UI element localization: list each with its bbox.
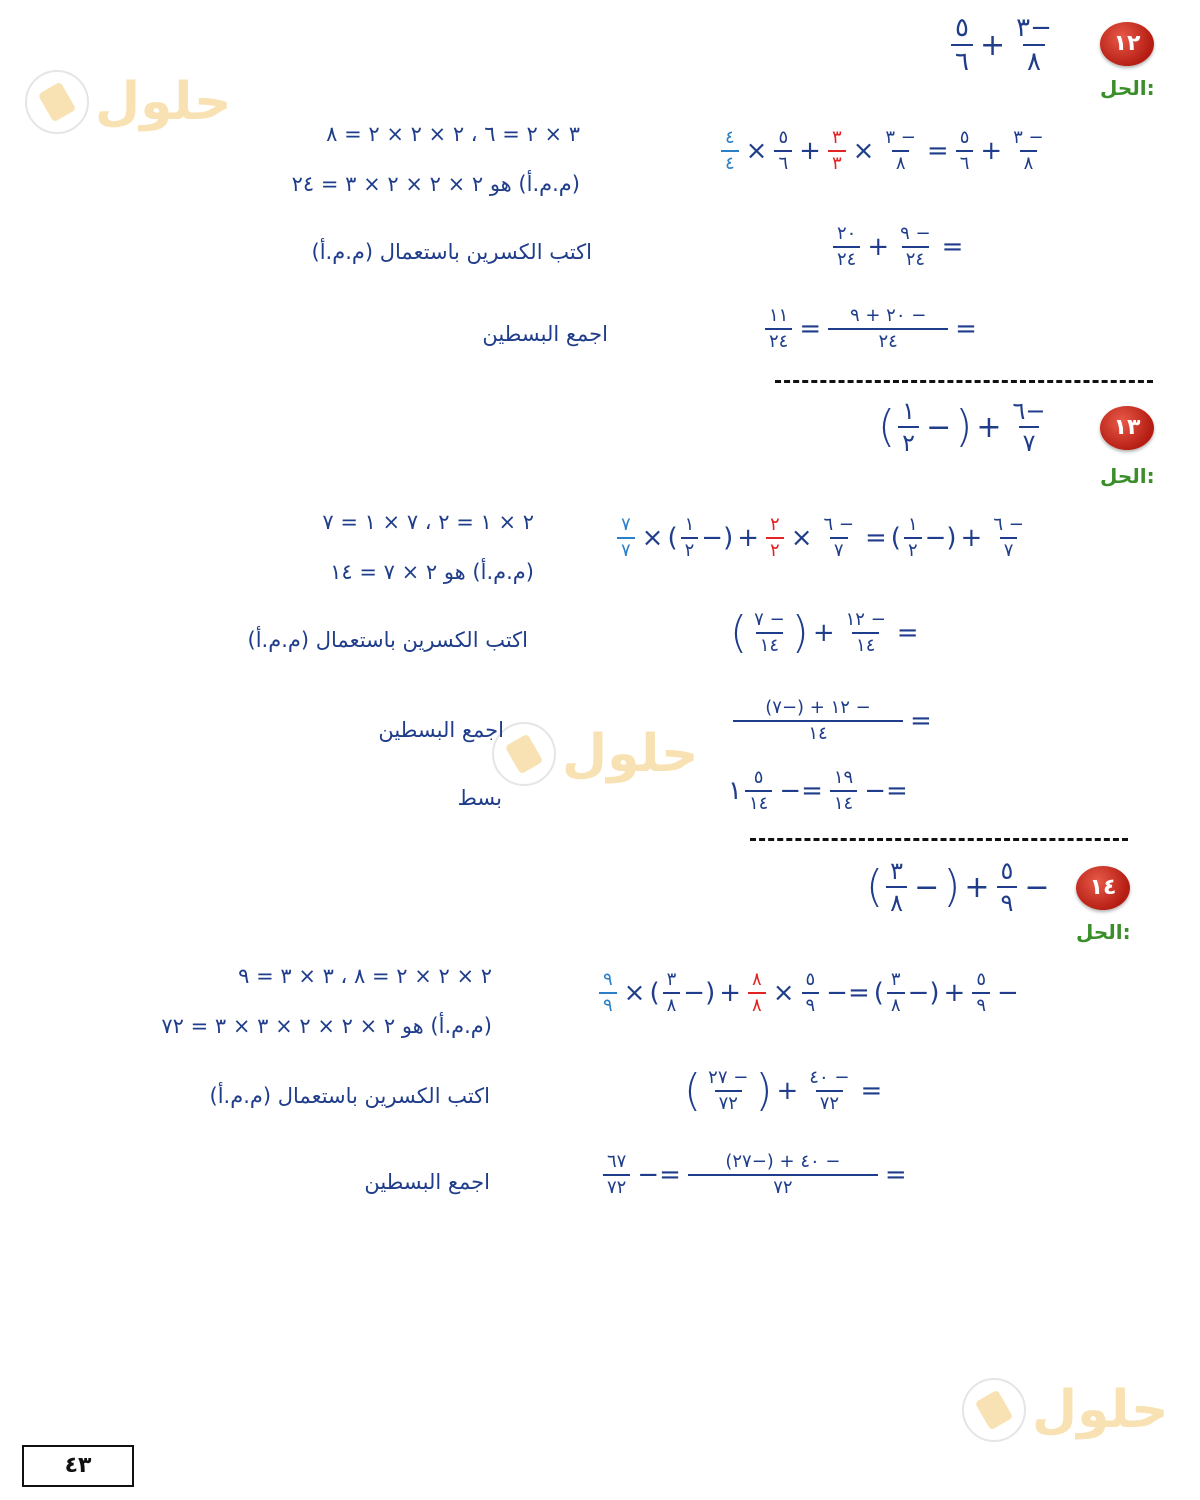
problem-number-badge: ١٤ [1076,866,1130,910]
equation-step-1: $\frac{٩}{٩}$ × ( $\frac{٣}{٨}$ −) + $\frac{٨}{٨}$ × $\frac{٥}{٩}$ −= ( $\frac{٣}{٨}$ −) + $\frac{٥}{٩}$ − [596,970,1023,1016]
rewrite-note: اكتب الكسرين باستعمال (م.م.أ) [209,1084,490,1108]
equation-step-4: ١ $\frac{٥}{١٤}$ −= $\frac{١٩}{١٤}$ −= [728,767,908,814]
factors-note: ٢ × ٢ × ٢ = ٨ ، ٣ × ٣ = ٩ [238,964,492,988]
problem-expression: ( $\frac{١}{٢}$ − ) + $\frac{٦-}{٧}$ [878,397,1046,457]
problem-number-badge: ١٢ [1100,22,1154,66]
factors-note: ٢ × ١ = ٢ ، ٧ × ١ = ٧ [322,510,534,534]
equation-step-2: ( $\frac{٧ -}{١٤}$ ) + $\frac{١٢ -}{١٤}$ = [730,607,919,658]
watermark-book-icon [962,1378,1026,1442]
add-note: اجمع البسطين [378,718,504,742]
solution-label: الحل: [1100,76,1155,100]
watermark-logo [492,722,698,786]
solution-label: الحل: [1076,920,1131,944]
watermark-text: حلول [95,72,232,132]
problem-number-badge: ١٣ [1100,406,1154,450]
watermark-logo [962,1378,1168,1442]
watermark-text: حلول [562,724,699,784]
watermark-book-icon [25,70,89,134]
equation-step-1: $\frac{٤}{٤}$ × $\frac{٥}{٦}$ + $\frac{٣}{٣}$ × $\frac{٣ -}{٨}$ = $\frac{٥}{٦}$ + $\frac{٣ -}{٨}$ [718,128,1051,174]
equation-step-2: ( $\frac{٢٧ -}{٧٢}$ ) + $\frac{٤٠ -}{٧٢}$ = [684,1065,883,1116]
separator-line [750,838,1128,841]
lcm-note: (م.م.أ) هو ٢ × ٢ × ٢ × ٣ = ٢٤ [291,172,580,196]
watermark-logo [25,70,231,134]
equation-step-3: $\frac{١١}{٢٤}$ = $\frac{٢٠ + ٩ -}{٢٤}$ = [762,306,981,352]
equation-step-1: $\frac{٧}{٧}$ × ( $\frac{١}{٢}$ −) + $\frac{٢}{٢}$ × $\frac{٦ -}{٧}$ = ( $\frac{١}{٢}$ −) + $\frac{٦ -}{٧}$ [614,515,1031,561]
rewrite-note: اكتب الكسرين باستعمال (م.م.أ) [247,628,528,652]
rewrite-note: اكتب الكسرين باستعمال (م.م.أ) [311,240,592,264]
add-note: اجمع البسطين [364,1170,490,1194]
lcm-note: (م.م.أ) هو ٢ × ٧ = ١٤ [330,560,534,584]
solution-label: الحل: [1100,464,1155,488]
problem-expression: ( $\frac{٣}{٨}$ − ) + $\frac{٥}{٩}$ − [866,857,1050,917]
separator-line [775,380,1153,383]
factors-note: ٣ × ٢ = ٦ ، ٢ × ٢ × ٢ = ٨ [326,122,580,146]
page-number: ٤٣ [22,1445,134,1487]
equation-step-3: $\frac{(٧-) + ١٢ -}{١٤}$ = [730,698,936,744]
problem-expression: $\frac{٥}{٦}$ + $\frac{٣-}{٨}$ [948,14,1059,76]
simplify-note: بسط [457,786,502,810]
add-note: اجمع البسطين [482,322,608,346]
watermark-text: حلول [1032,1380,1169,1440]
equation-step-3: $\frac{٦٧}{٧٢}$ −= $\frac{(٢٧-) + ٤٠ -}{٧٢}$ = [600,1152,911,1198]
equation-step-2: $\frac{٢٠}{٢٤}$ + $\frac{٩ -}{٢٤}$ = [830,224,967,270]
lcm-note: (م.م.أ) هو ٢ × ٢ × ٢ × ٣ × ٣ = ٧٢ [161,1014,492,1038]
